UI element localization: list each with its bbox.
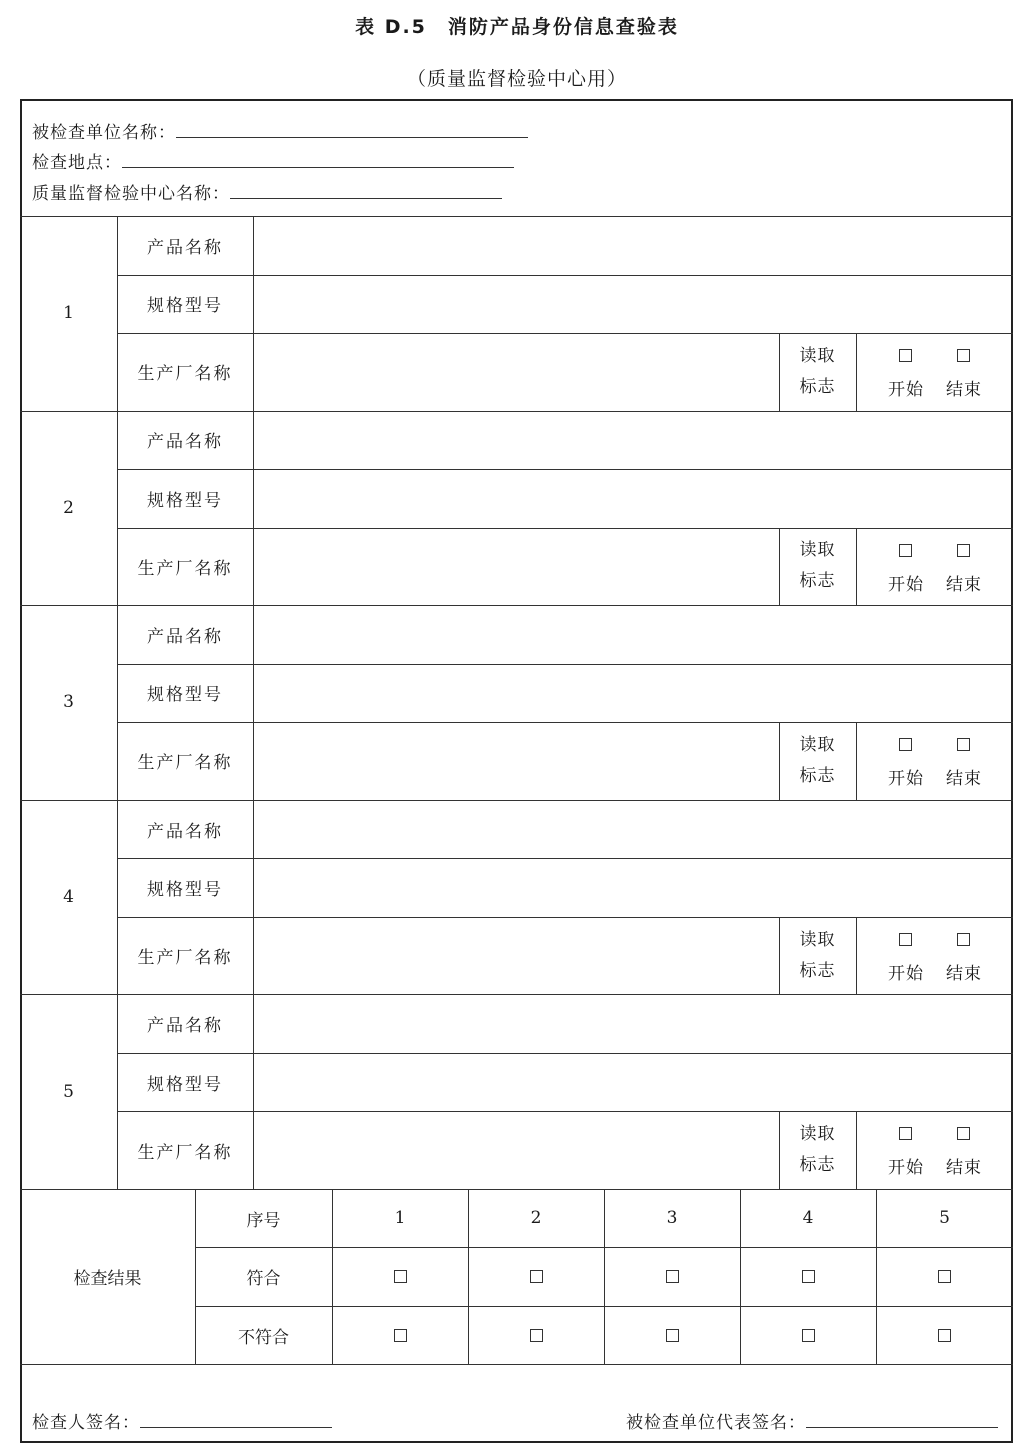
manufacturer-label: 生产厂名称 <box>137 364 233 385</box>
read-mark-text: 读取 <box>799 540 836 561</box>
col-divider <box>779 333 780 411</box>
inspector-signature-field[interactable] <box>140 1409 332 1428</box>
fail-checkbox-cell[interactable] <box>604 1306 740 1364</box>
read-status-checks <box>856 528 1012 606</box>
read-mark-text: 读取 <box>799 345 836 366</box>
col-divider <box>253 994 254 1189</box>
product-index: 2 <box>63 497 74 518</box>
pass-checkbox[interactable] <box>938 1270 951 1283</box>
col-divider <box>253 800 254 995</box>
end-checkbox[interactable] <box>939 528 989 606</box>
pass-checkbox[interactable] <box>666 1270 679 1283</box>
unit-rep-signature-label: 被检查单位代表签名： <box>626 1413 806 1433</box>
product-model-label: 规格型号 <box>147 490 223 511</box>
col-divider <box>253 605 254 800</box>
end-label: 结束 <box>946 1158 982 1179</box>
end-checkbox[interactable] <box>939 917 989 995</box>
col-divider <box>117 605 118 800</box>
row-divider <box>117 722 1013 723</box>
start-label: 开始 <box>888 1158 924 1179</box>
col-divider <box>856 722 857 800</box>
row-divider <box>20 1364 1013 1365</box>
location-row <box>32 148 514 173</box>
seq-number: 2 <box>530 1208 542 1228</box>
start-label: 开始 <box>888 769 924 790</box>
read-mark-text: 读取 <box>799 734 836 755</box>
fail-checkbox-cell[interactable] <box>876 1306 1013 1364</box>
read-status-checks <box>856 1111 1012 1189</box>
end-label: 结束 <box>946 380 982 400</box>
pass-checkbox-cell[interactable] <box>332 1247 468 1306</box>
unit-rep-signature-row <box>626 1408 998 1433</box>
end-label: 结束 <box>946 574 982 595</box>
read-mark-text: 标志 <box>799 765 836 786</box>
col-divider <box>195 1189 196 1364</box>
seq-number: 4 <box>802 1208 814 1228</box>
form-title: 表 D.5 消防产品身份信息查验表 <box>355 16 679 38</box>
col-divider <box>856 917 857 995</box>
manufacturer-label: 生产厂名称 <box>137 558 233 579</box>
col-divider <box>856 333 857 411</box>
product-index: 3 <box>63 692 74 713</box>
col-divider <box>253 216 254 411</box>
manufacturer-field[interactable] <box>253 1111 779 1189</box>
manufacturer-label: 生产厂名称 <box>137 1142 233 1163</box>
row-divider <box>117 664 1013 665</box>
product-name-field[interactable] <box>253 605 1013 664</box>
read-mark-text: 读取 <box>799 929 836 950</box>
product-name-label: 产品名称 <box>147 432 223 453</box>
fail-checkbox-cell[interactable] <box>332 1306 468 1364</box>
col-divider <box>117 800 118 995</box>
checkbox-square[interactable] <box>957 1127 970 1140</box>
row-divider <box>117 333 1013 334</box>
checkbox-square[interactable] <box>899 933 912 946</box>
pass-checkbox[interactable] <box>530 1270 543 1283</box>
inspector-signature-label: 检查人签名： <box>32 1413 140 1433</box>
checkbox-square[interactable] <box>899 738 912 751</box>
col-divider <box>856 1111 857 1189</box>
pass-label: 符合 <box>246 1269 281 1289</box>
read-mark-label <box>779 917 856 995</box>
end-checkbox[interactable] <box>939 333 989 411</box>
col-divider <box>253 411 254 606</box>
product-model-label: 规格型号 <box>147 685 223 706</box>
header-divider <box>20 216 1013 217</box>
location-field[interactable] <box>122 149 514 168</box>
start-checkbox[interactable] <box>881 333 931 411</box>
checkbox-square[interactable] <box>957 349 970 362</box>
col-divider <box>740 1189 741 1364</box>
manufacturer-label: 生产厂名称 <box>137 948 233 969</box>
pass-checkbox[interactable] <box>802 1270 815 1283</box>
product-name-field[interactable] <box>253 411 1013 470</box>
pass-checkbox-cell[interactable] <box>876 1247 1013 1306</box>
row-divider <box>117 1111 1013 1112</box>
checkbox-square[interactable] <box>899 349 912 362</box>
unit-name-label: 被检查单位名称： <box>32 123 176 143</box>
col-divider <box>117 994 118 1189</box>
row-divider <box>117 275 1013 276</box>
pass-checkbox[interactable] <box>394 1270 407 1283</box>
col-divider <box>117 216 118 411</box>
row-divider <box>117 1053 1013 1054</box>
product-model-field[interactable] <box>253 664 1013 723</box>
unit-name-field[interactable] <box>176 119 528 138</box>
fail-checkbox[interactable] <box>938 1329 951 1342</box>
product-name-label: 产品名称 <box>147 821 223 842</box>
pass-checkbox-cell[interactable] <box>468 1247 604 1306</box>
read-mark-label <box>779 528 856 606</box>
product-model-field[interactable] <box>253 858 1013 917</box>
read-mark-label <box>779 333 856 411</box>
col-divider <box>779 917 780 995</box>
block-divider <box>20 411 1013 412</box>
start-checkbox[interactable] <box>881 528 931 606</box>
fail-checkbox[interactable] <box>802 1329 815 1342</box>
manufacturer-label: 生产厂名称 <box>137 753 233 774</box>
product-model-label: 规格型号 <box>147 296 223 317</box>
row-divider <box>117 469 1013 470</box>
seq-number: 1 <box>394 1208 406 1228</box>
product-index: 1 <box>63 303 74 324</box>
col-divider <box>117 411 118 606</box>
pass-checkbox-cell[interactable] <box>604 1247 740 1306</box>
unit-name-row <box>32 118 528 143</box>
checkbox-square[interactable] <box>899 544 912 557</box>
read-mark-text: 标志 <box>799 1155 836 1176</box>
start-checkbox[interactable] <box>881 917 931 995</box>
read-mark-label <box>779 1111 856 1189</box>
start-checkbox[interactable] <box>881 722 931 800</box>
col-divider <box>468 1189 469 1364</box>
fail-checkbox[interactable] <box>394 1329 407 1342</box>
row-divider <box>117 528 1013 529</box>
seq-label: 序号 <box>246 1210 281 1231</box>
read-mark-text: 标志 <box>799 571 836 592</box>
location-label: 检查地点： <box>32 153 122 173</box>
fail-checkbox-cell[interactable] <box>468 1306 604 1364</box>
product-index: 5 <box>63 1081 74 1102</box>
col-divider <box>876 1189 877 1364</box>
product-model-field[interactable] <box>253 469 1013 528</box>
end-checkbox[interactable] <box>939 1111 989 1189</box>
product-name-label: 产品名称 <box>147 237 223 258</box>
checkbox-square[interactable] <box>957 933 970 946</box>
product-index: 4 <box>63 887 74 908</box>
start-label: 开始 <box>888 574 924 595</box>
pass-checkbox-cell[interactable] <box>740 1247 876 1306</box>
start-checkbox[interactable] <box>881 1111 931 1189</box>
product-model-label: 规格型号 <box>147 880 223 901</box>
inspector-signature-row <box>32 1408 332 1433</box>
read-mark-label <box>779 722 856 800</box>
center-name-row <box>32 179 502 204</box>
fail-label: 不符合 <box>238 1327 289 1348</box>
col-divider <box>779 722 780 800</box>
end-label: 结束 <box>946 963 982 984</box>
read-mark-text: 读取 <box>799 1124 836 1145</box>
seq-number: 3 <box>666 1208 678 1228</box>
block-divider <box>20 994 1013 995</box>
product-name-field[interactable] <box>253 216 1013 275</box>
manufacturer-field[interactable] <box>253 917 779 995</box>
block-divider <box>20 800 1013 801</box>
end-checkbox[interactable] <box>939 722 989 800</box>
manufacturer-field[interactable] <box>253 722 779 800</box>
product-model-field[interactable] <box>253 275 1013 334</box>
read-mark-text: 标志 <box>799 960 836 981</box>
seq-number: 5 <box>939 1208 950 1228</box>
row-divider <box>117 858 1013 859</box>
manufacturer-field[interactable] <box>253 528 779 606</box>
fail-checkbox[interactable] <box>666 1329 679 1342</box>
product-name-field[interactable] <box>253 994 1013 1053</box>
col-divider <box>779 528 780 606</box>
form-subtitle: （质量监督检验中心用） <box>406 68 627 90</box>
fail-checkbox[interactable] <box>530 1329 543 1342</box>
start-label: 开始 <box>888 963 924 984</box>
result-label: 检查结果 <box>73 1269 142 1289</box>
col-divider <box>779 1111 780 1189</box>
fail-checkbox-cell[interactable] <box>740 1306 876 1364</box>
read-status-checks <box>856 333 1012 411</box>
read-status-checks <box>856 722 1012 800</box>
product-name-label: 产品名称 <box>147 626 223 647</box>
center-name-label: 质量监督检验中心名称： <box>32 184 230 204</box>
manufacturer-field[interactable] <box>253 333 779 411</box>
checkbox-square[interactable] <box>957 738 970 751</box>
read-status-checks <box>856 917 1012 995</box>
col-divider <box>604 1189 605 1364</box>
end-label: 结束 <box>946 769 982 790</box>
product-name-field[interactable] <box>253 800 1013 859</box>
col-divider <box>332 1189 333 1364</box>
product-model-label: 规格型号 <box>147 1074 223 1095</box>
start-label: 开始 <box>888 380 924 400</box>
checkbox-square[interactable] <box>899 1127 912 1140</box>
checkbox-square[interactable] <box>957 544 970 557</box>
block-divider <box>20 605 1013 606</box>
row-divider <box>117 917 1013 918</box>
read-mark-text: 标志 <box>799 376 836 397</box>
col-divider <box>856 528 857 606</box>
block-divider <box>20 1189 1013 1190</box>
unit-rep-signature-field[interactable] <box>806 1409 998 1428</box>
center-name-field[interactable] <box>230 180 502 199</box>
product-model-field[interactable] <box>253 1053 1013 1112</box>
product-name-label: 产品名称 <box>147 1016 223 1037</box>
